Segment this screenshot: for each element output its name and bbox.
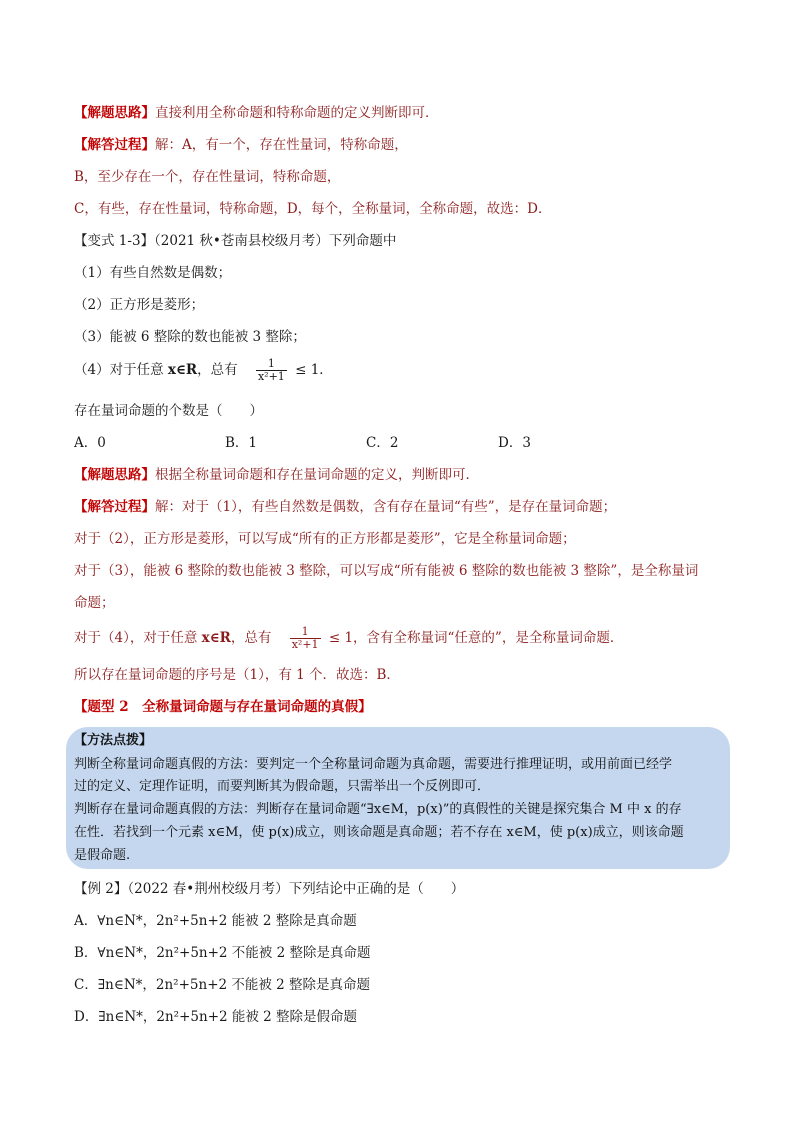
method-line-5: 是假命题. — [74, 848, 131, 863]
item4-fraction — [256, 358, 287, 383]
variant-process-p3b: 命题； — [74, 595, 115, 611]
example2-option-c: C．∃n∈N*，2n²+5n+2 不能被 2 整除是真命题 — [74, 977, 371, 993]
item4-mid: ，总有 — [197, 362, 238, 378]
example2-option-d: D．∃n∈N*，2n²+5n+2 能被 2 整除是假命题 — [74, 1009, 358, 1025]
variant-process-label: 【解答过程】 — [74, 499, 155, 515]
example2-label: 【例 2】 — [74, 881, 128, 897]
variant-option-c: C．2 — [366, 435, 399, 451]
method-line-2: 过的定义、定理作证明，而要判断其为假命题，只需举出一个反例即可． — [74, 779, 491, 794]
process-line-1 — [74, 136, 408, 154]
variant-thinking-label: 【解题思路】 — [74, 467, 155, 483]
variant-process-p4 — [74, 626, 623, 651]
thinking-line-1 — [74, 104, 439, 122]
example2-heading — [74, 880, 464, 898]
process-text-2: B，至少存在一个，存在性量词，特称命题， — [74, 169, 341, 185]
p4-prefix: 对于（4），对于任意 — [74, 630, 198, 646]
method-line-3: 判断存在量词命题真假的方法：判断存在量词命题“∃x∈M，p(x)”的真假性的关键是探究集合 M 中 x 的存 — [74, 802, 682, 817]
variant-process-p5: 所以存在量词命题的序号是（1），有 1 个．故选：B． — [74, 667, 400, 683]
item4-frac-den: x²+1 — [257, 370, 285, 383]
item4-prefix: （4）对于任意 — [74, 362, 164, 378]
method-label: 【方法点拨】 — [74, 733, 153, 748]
variant-item-1: （1）有些自然数是偶数； — [74, 265, 232, 281]
variant-process-p3: 对于（3），能被 6 整除的数也能被 3 整除，可以写成“所有能被 6 整除的数也能被 3 整除”，是全称量词 — [74, 563, 699, 579]
p4-fraction — [290, 626, 321, 651]
item4-frac-num: 1 — [256, 358, 287, 371]
variant-label: 【变式 1-3】 — [74, 233, 155, 249]
variant-item-4 — [74, 358, 333, 383]
p4-frac-den: x²+1 — [291, 638, 319, 651]
p4-var: x∈R — [201, 630, 231, 646]
variant-source: （2021 秋•苍南县校级月考）下列命题中 — [154, 233, 397, 249]
item4-var: x∈R — [167, 362, 198, 378]
variant-heading — [74, 232, 396, 250]
variant-item-3: （3）能被 6 整除的数也能被 3 整除； — [74, 329, 306, 345]
p4-suffix: ≤ 1，含有全称量词“任意的”，是全称量词命题． — [328, 630, 624, 646]
variant-option-d: D．3 — [498, 435, 531, 451]
variant-item-2: （2）正方形是菱形； — [74, 297, 205, 313]
example2-option-a: A．∀n∈N*，2n²+5n+2 能被 2 整除是真命题 — [74, 913, 357, 929]
type2-title — [74, 698, 372, 716]
variant-option-a: A．0 — [74, 435, 106, 451]
process-text-1: 解：A，有一个，存在性量词，特称命题， — [155, 137, 408, 153]
type2-title-text: 【题型 2 全称量词命题与存在量词命题的真假】 — [74, 699, 372, 715]
variant-process-p2: 对于（2），正方形是菱形，可以写成“所有的正方形都是菱形”，它是全称量词命题； — [74, 531, 576, 547]
method-line-4: 在性．若找到一个元素 x∈M，使 p(x)成立，则该命题是真命题；若不存在 x∈M，使 p(x)成立，则该命题 — [74, 825, 684, 840]
p4-frac-num: 1 — [290, 626, 321, 639]
variant-thinking-text: 根据全称量词命题和存在量词命题的定义，判断即可． — [155, 467, 479, 483]
variant-process-line-1 — [74, 498, 616, 516]
thinking-text: 直接利用全称命题和特称命题的定义判断即可． — [155, 105, 439, 121]
item4-suffix: ≤ 1． — [295, 362, 333, 378]
example2-source: （2022 春•荆州校级月考）下列结论中正确的是（ ） — [127, 881, 465, 897]
process-label: 【解答过程】 — [74, 137, 155, 153]
process-text-3: C，有些，存在性量词，特称命题，D，每个，全称量词，全称命题，故选：D． — [74, 201, 552, 217]
variant-option-b: B．1 — [225, 435, 258, 451]
example2-option-b: B．∀n∈N*，2n²+5n+2 不能被 2 整除是真命题 — [74, 945, 371, 961]
variant-process-p1: 解：对于（1），有些自然数是偶数，含有存在量词“有些”，是存在量词命题； — [155, 499, 617, 515]
p4-mid: ，总有 — [230, 630, 272, 646]
variant-question: 存在量词命题的个数是（ ） — [74, 403, 263, 419]
method-line-1: 判断全称量词命题真假的方法：要判定一个全称量词命题为真命题，需要进行推理证明，或用前面已经学 — [74, 757, 673, 772]
thinking-label: 【解题思路】 — [74, 105, 155, 121]
method-box — [66, 727, 730, 869]
variant-thinking-line — [74, 466, 479, 484]
